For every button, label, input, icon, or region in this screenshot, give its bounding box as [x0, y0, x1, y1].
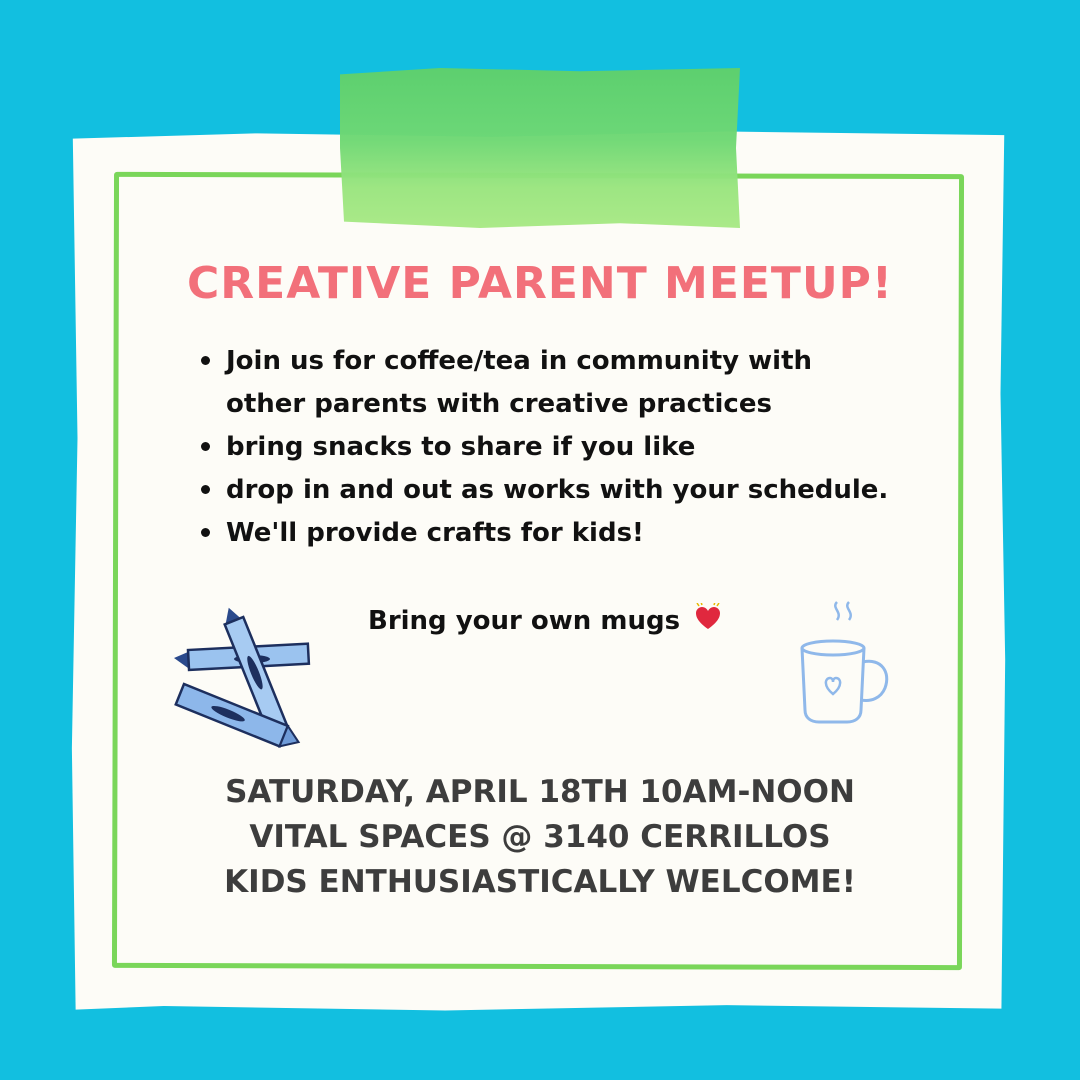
bring-mugs-note [368, 603, 768, 640]
bullet-list [226, 340, 946, 555]
event-location: VITAL SPACES @ 3140 CERRILLOS [249, 819, 831, 855]
bring-mugs-text: Bring your own mugs [368, 606, 681, 636]
page-title: CREATIVE PARENT MEETUP! [187, 258, 893, 309]
event-details [0, 770, 1080, 905]
crayons-icon [168, 598, 318, 752]
event-date: SATURDAY, APRIL 18TH 10AM-NOON [225, 774, 855, 810]
list-item: We'll provide crafts for kids! [226, 512, 946, 555]
kids-welcome-note: KIDS ENTHUSIASTICALLY WELCOME! [224, 864, 856, 900]
list-item: Join us for coffee/tea in community with other parents with creative practices [226, 340, 866, 426]
coffee-mug-icon [795, 598, 895, 732]
list-item: bring snacks to share if you like [226, 426, 946, 469]
heart-icon [693, 603, 723, 640]
list-item: drop in and out as works with your schedule. [226, 469, 946, 512]
green-tape [340, 68, 740, 228]
